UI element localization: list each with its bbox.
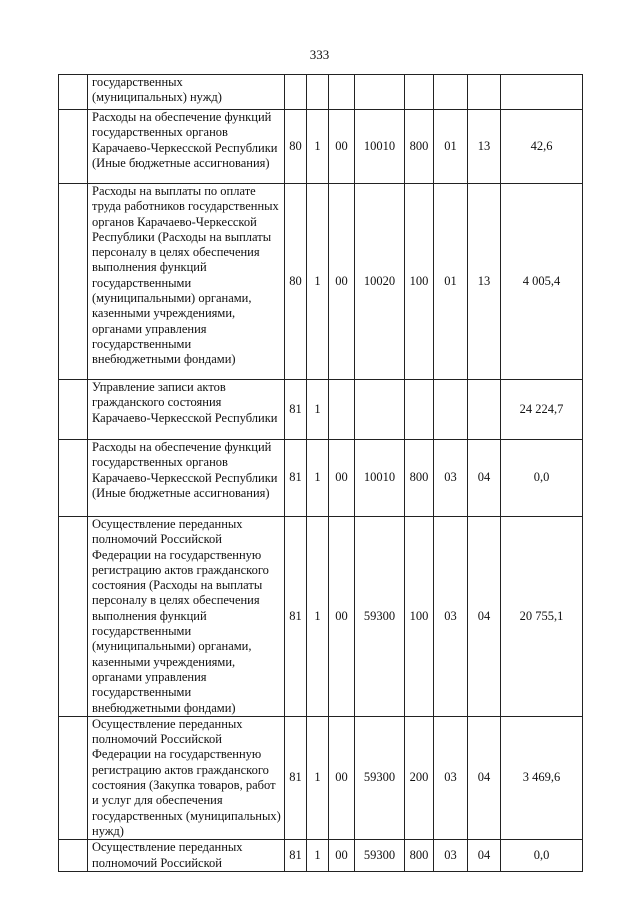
section-cell: 1 [307, 380, 329, 440]
amount-cell: 3 469,6 [501, 716, 583, 839]
target-cell: 10020 [355, 184, 405, 380]
expense-type-cell: 800 [405, 110, 434, 184]
subchapter-cell: 04 [468, 517, 501, 717]
blank-cell [59, 440, 88, 517]
expense-type-cell: 200 [405, 716, 434, 839]
chapter-cell: 03 [434, 517, 468, 717]
table-row [59, 184, 583, 380]
target-cell: 59300 [355, 716, 405, 839]
budget-table [58, 74, 583, 872]
amount-cell: 4 005,4 [501, 184, 583, 380]
chapter-cell [434, 75, 468, 110]
subchapter-cell [468, 75, 501, 110]
blank-cell [59, 110, 88, 184]
blank-cell [59, 380, 88, 440]
subsection-cell: 00 [329, 517, 355, 717]
section-cell: 1 [307, 517, 329, 717]
subsection-cell [329, 380, 355, 440]
table-row [59, 110, 583, 184]
amount-cell: 0,0 [501, 840, 583, 872]
target-cell [355, 75, 405, 110]
subsection-cell: 00 [329, 840, 355, 872]
subsection-cell: 00 [329, 716, 355, 839]
target-cell: 10010 [355, 440, 405, 517]
description-cell: Осуществление переданных полномочий Российской Федерации на государственную регистрацию актов гражданского состояния (Закупка товаров, работ и услуг для обеспечения государственных (муниципальных) нужд) [88, 716, 285, 839]
target-cell: 59300 [355, 517, 405, 717]
description-cell: Осуществление переданных полномочий Российской [88, 840, 285, 872]
subchapter-cell: 04 [468, 440, 501, 517]
chapter-cell: 03 [434, 440, 468, 517]
expense-type-cell: 100 [405, 517, 434, 717]
chapter-cell: 01 [434, 184, 468, 380]
chapter-cell: 03 [434, 716, 468, 839]
code-cell: 80 [285, 184, 307, 380]
chapter-cell: 03 [434, 840, 468, 872]
table-row [59, 380, 583, 440]
subchapter-cell: 13 [468, 184, 501, 380]
target-cell: 59300 [355, 840, 405, 872]
description-cell: государственных (муниципальных) нужд) [88, 75, 285, 110]
expense-type-cell [405, 380, 434, 440]
description-cell: Управление записи актов гражданского состояния Карачаево-Черкесской Республики [88, 380, 285, 440]
section-cell: 1 [307, 110, 329, 184]
expense-type-cell: 100 [405, 184, 434, 380]
subchapter-cell: 04 [468, 716, 501, 839]
subsection-cell: 00 [329, 184, 355, 380]
description-cell: Осуществление переданных полномочий Российской Федерации на государственную регистрацию актов гражданского состояния (Расходы на выплаты персоналу в целях обеспечения выполнения функций государственными (муниципальными) органами, казенными учреждениями, органами управления государственными внебюджетными фондами) [88, 517, 285, 717]
table-body [59, 75, 583, 872]
expense-type-cell: 800 [405, 440, 434, 517]
section-cell [307, 75, 329, 110]
table-row [59, 440, 583, 517]
subsection-cell [329, 75, 355, 110]
amount-cell: 42,6 [501, 110, 583, 184]
description-cell: Расходы на обеспечение функций государственных органов Карачаево-Черкесской Республики (Иные бюджетные ассигнования) [88, 440, 285, 517]
description-cell: Расходы на обеспечение функций государственных органов Карачаево-Черкесской Республики (Иные бюджетные ассигнования) [88, 110, 285, 184]
blank-cell [59, 840, 88, 872]
chapter-cell [434, 380, 468, 440]
table-row [59, 75, 583, 110]
section-cell: 1 [307, 716, 329, 839]
subsection-cell: 00 [329, 440, 355, 517]
code-cell: 81 [285, 440, 307, 517]
blank-cell [59, 184, 88, 380]
subchapter-cell [468, 380, 501, 440]
amount-cell: 0,0 [501, 440, 583, 517]
section-cell: 1 [307, 440, 329, 517]
page-number: 333 [309, 47, 330, 62]
description-cell: Расходы на выплаты по оплате труда работников государственных органов Карачаево-Черкесской Республики (Расходы на выплаты персоналу в целях обеспечения выполнения функций государственными (муниципальными) органами, казенными учреждениями, органами управления государственными внебюджетными фондами) [88, 184, 285, 380]
chapter-cell: 01 [434, 110, 468, 184]
code-cell: 81 [285, 517, 307, 717]
table-row [59, 716, 583, 839]
code-cell: 81 [285, 380, 307, 440]
subsection-cell: 00 [329, 110, 355, 184]
code-cell: 80 [285, 110, 307, 184]
table-row [59, 517, 583, 717]
target-cell [355, 380, 405, 440]
blank-cell [59, 517, 88, 717]
subchapter-cell: 13 [468, 110, 501, 184]
subchapter-cell: 04 [468, 840, 501, 872]
amount-cell [501, 75, 583, 110]
code-cell: 81 [285, 716, 307, 839]
code-cell: 81 [285, 840, 307, 872]
amount-cell: 20 755,1 [501, 517, 583, 717]
code-cell [285, 75, 307, 110]
expense-type-cell: 800 [405, 840, 434, 872]
section-cell: 1 [307, 184, 329, 380]
blank-cell [59, 75, 88, 110]
expense-type-cell [405, 75, 434, 110]
amount-cell: 24 224,7 [501, 380, 583, 440]
table-row [59, 840, 583, 872]
blank-cell [59, 716, 88, 839]
section-cell: 1 [307, 840, 329, 872]
target-cell: 10010 [355, 110, 405, 184]
